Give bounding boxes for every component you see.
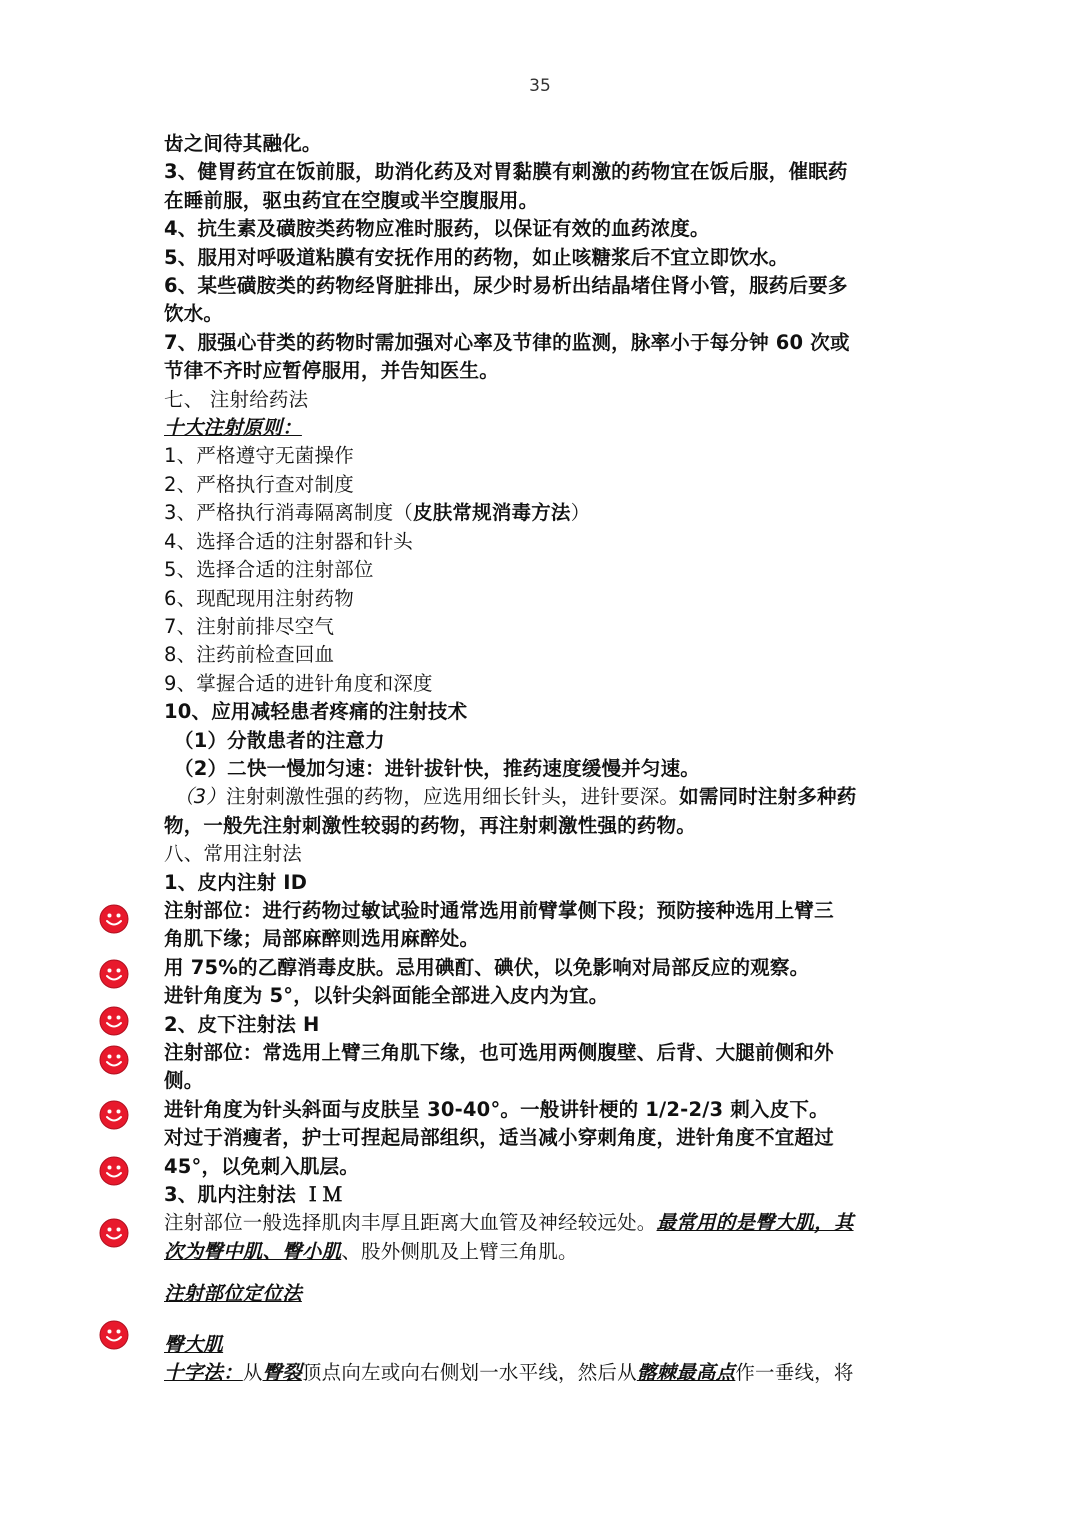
section-heading: 七、 注射给药法 <box>164 387 309 411</box>
text-line <box>164 1238 924 1266</box>
text-segment: 作一垂线，将 <box>735 1361 854 1385</box>
text-line: 齿之间待其融化。 <box>164 132 322 155</box>
text-line: 进针角度为 5°，以针尖斜面能全部进入皮内为宜。 <box>164 984 609 1008</box>
subsection-title: 2、皮下注射法 H <box>164 1012 320 1036</box>
text-line: 注射部位：常选用上臂三角肌下缘，也可选用两侧腹壁、后背、大腿前侧和外 <box>164 1041 834 1064</box>
smiley-icon <box>99 959 129 989</box>
smiley-icon <box>99 1100 129 1130</box>
list-item: 4、选择合适的注射器和针头 <box>164 529 414 553</box>
smiley-icon <box>99 1156 129 1186</box>
subsection-title: 3、肌内注射法 ＩＭ <box>164 1183 343 1207</box>
text-segment: 髂棘最高点 <box>636 1361 736 1385</box>
text-line: 饮水。 <box>164 302 224 326</box>
smiley-icon <box>99 1320 129 1350</box>
list-item: 7、注射前排尽空气 <box>164 614 335 638</box>
text-line: 在睡前服，驱虫药宜在空腹或半空腹服用。 <box>164 188 539 212</box>
text-line: 7、服强心苷类的药物时需加强对心率及节律的监测，脉率小于每分钟 60 次或 <box>164 330 850 354</box>
text-segment: 如需同时注射多种药 <box>679 785 857 809</box>
list-item: 2、严格执行查对制度 <box>164 472 354 496</box>
text-line: 用 75%的乙醇消毒皮肤。忌用碘酊、碘伏，以免影响对局部反应的观察。 <box>164 955 810 979</box>
section-heading: 八、常用注射法 <box>164 842 302 866</box>
list-subitem: （1）分散患者的注意力 <box>174 728 385 752</box>
list-item: 10、应用减轻患者疼痛的注射技术 <box>164 700 468 724</box>
subsection-title: 臀大肌 <box>164 1332 224 1356</box>
text-segment: 注射部位一般选择肌肉丰厚且距离大血管及神经较远处。 <box>164 1211 657 1235</box>
text-line: 3、健胃药宜在饭前服，助消化药及对胃黏膜有刺激的药物宜在饭后服，催眠药 <box>164 160 848 184</box>
list-item: 9、掌握合适的进针角度和深度 <box>164 671 433 695</box>
smiley-icon <box>99 1006 129 1036</box>
text-line: 角肌下缘；局部麻醉则选用麻醉处。 <box>164 927 480 951</box>
subsection-title: 注射部位定位法 <box>164 1282 302 1306</box>
text-line: 5、服用对呼吸道粘膜有安抚作用的药物，如止咳糖浆后不宜立即饮水。 <box>164 245 789 269</box>
document-body <box>164 130 924 1387</box>
text-segment: 3、严格执行消毒隔离制度（ <box>164 501 414 525</box>
list-item: 6、现配现用注射药物 <box>164 586 354 610</box>
list-subitem: （2）二快一慢加匀速：进针拔针快，推药速度缓慢并匀速。 <box>174 756 700 780</box>
list-item: 1、严格遵守无菌操作 <box>164 444 354 468</box>
text-line: 物，一般先注射刺激性较弱的药物，再注射刺激性强的药物。 <box>164 813 696 837</box>
list-item <box>164 499 924 527</box>
page-number: 35 <box>529 76 551 96</box>
text-segment: （3） <box>174 785 227 809</box>
text-line <box>164 1209 924 1237</box>
text-line <box>164 1359 924 1387</box>
text-segment: 、股外侧肌及上臂三角肌。 <box>341 1239 578 1263</box>
list-subitem <box>164 783 924 811</box>
text-segment: 顶点向左或向右侧划一水平线，然后从 <box>301 1361 637 1385</box>
subsection-title: 1、皮内注射 ID <box>164 870 308 894</box>
text-line: 进针角度为针头斜面与皮肤呈 30-40°。一般讲针梗的 1/2-2/3 刺入皮下。 <box>164 1097 829 1121</box>
list-item: 5、选择合适的注射部位 <box>164 558 374 582</box>
text-segment: 次为臀中肌、臀小肌 <box>164 1239 342 1263</box>
text-segment: 最常用的是臀大肌，其 <box>656 1211 854 1235</box>
text-line: 侧。 <box>164 1069 204 1093</box>
text-line: 对过于消瘦者，护士可捏起局部组织，适当减小穿刺角度，进针角度不宜超过 <box>164 1126 834 1150</box>
text-segment: 十字法： <box>164 1361 243 1385</box>
list-item: 8、注药前检查回血 <box>164 643 335 667</box>
smiley-icon <box>99 1045 129 1075</box>
smiley-icon <box>99 1218 129 1248</box>
text-segment: 臀裂 <box>262 1361 302 1385</box>
text-line: 45°，以免刺入肌层。 <box>164 1154 360 1178</box>
text-segment: 从 <box>242 1361 263 1385</box>
text-line: 6、某些磺胺类的药物经肾脏排出，尿少时易析出结晶堵住肾小管，服药后要多 <box>164 274 848 298</box>
text-line: 节律不齐时应暂停服用，并告知医生。 <box>164 359 499 383</box>
text-segment: 皮肤常规消毒方法 <box>413 501 571 525</box>
text-line: 注射部位：进行药物过敏试验时通常选用前臂掌侧下段；预防接种选用上臂三 <box>164 898 834 922</box>
text-line: 4、抗生素及磺胺类药物应准时服药，以保证有效的血药浓度。 <box>164 217 710 241</box>
smiley-icon <box>99 904 129 934</box>
text-segment: 注射刺激性强的药物，应选用细长针头，进针要深。 <box>226 785 680 809</box>
text-segment: ） <box>570 501 591 525</box>
subsection-title: 十大注射原则： <box>164 416 302 440</box>
